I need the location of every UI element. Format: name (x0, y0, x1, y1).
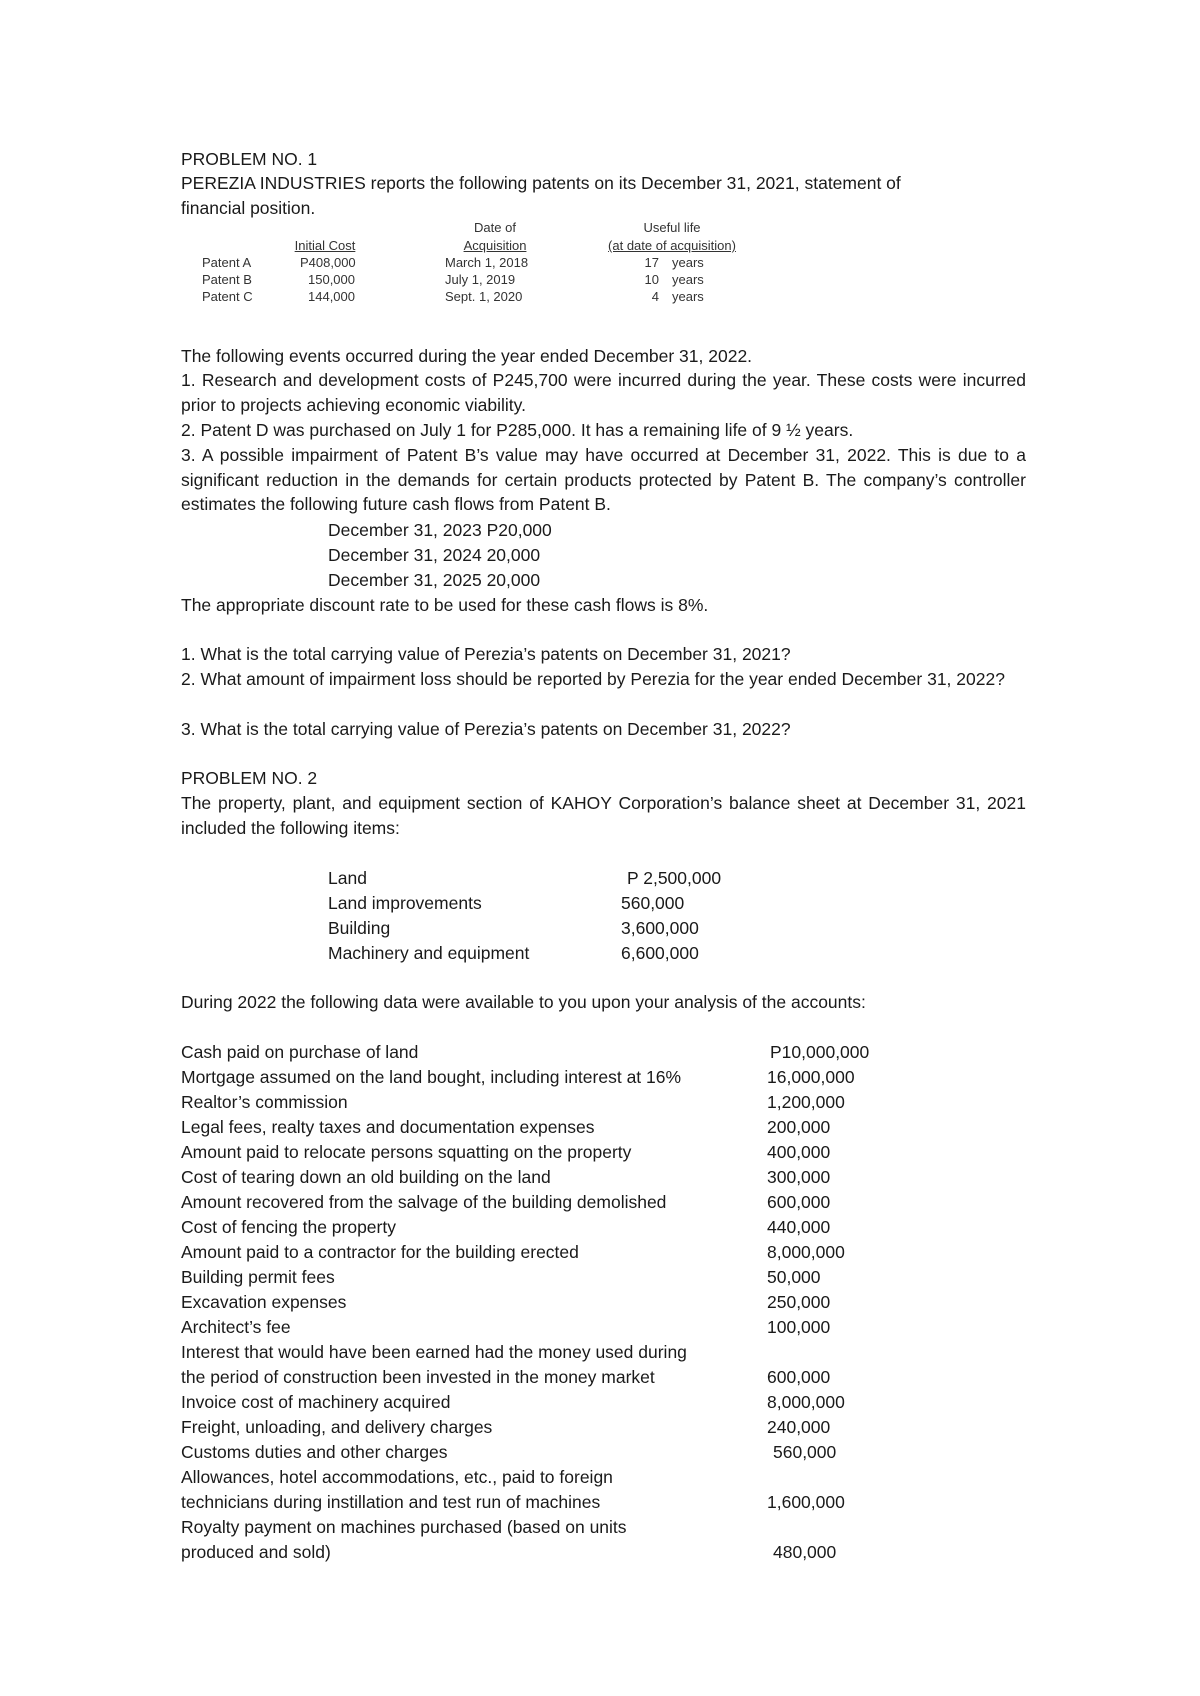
item-label: Architect’s fee (181, 1317, 291, 1337)
item-label-cont: technicians during instillation and test run of machines (181, 1492, 601, 1512)
problem-2-heading: PROBLEM NO. 2 (181, 768, 318, 788)
item-label: Amount recovered from the salvage of the building demolished (181, 1192, 667, 1212)
balance-amount: 560,000 (621, 893, 685, 913)
item-amount: 480,000 (773, 1542, 837, 1562)
problem-1-heading: PROBLEM NO. 1 (181, 149, 318, 169)
item-amount: 8,000,000 (767, 1242, 845, 1262)
item-amount: 560,000 (773, 1442, 837, 1462)
date-header-line1: Date of (474, 220, 516, 235)
item-label: Legal fees, realty taxes and documentation expenses (181, 1117, 595, 1137)
item-amount: 440,000 (767, 1217, 831, 1237)
patent-date: Sept. 1, 2020 (445, 289, 523, 304)
patent-life-unit: years (672, 272, 704, 287)
life-header-line2: (at date of acquisition) (608, 238, 736, 253)
cashflow-line: December 31, 2025 20,000 (328, 570, 541, 590)
patent-name: Patent B (202, 272, 252, 287)
problem-2-intro: The property, plant, and equipment section of KAHOY Corporation’s balance sheet at December 31, 2021 included the following items: (181, 793, 1026, 838)
item-label: Realtor’s commission (181, 1092, 348, 1112)
events-intro: The following events occurred during the year ended December 31, 2022. (181, 346, 753, 366)
item-amount: 250,000 (767, 1292, 831, 1312)
patent-date: March 1, 2018 (445, 255, 529, 270)
patent-cost: 144,000 (308, 289, 355, 304)
item-label: Royalty payment on machines purchased (based on units (181, 1517, 627, 1537)
item-amount: 600,000 (767, 1192, 831, 1212)
balance-label: Land improvements (328, 893, 482, 913)
balance-amount: P 2,500,000 (627, 868, 722, 888)
discount-rate-note: The appropriate discount rate to be used for these cash flows is 8%. (181, 595, 709, 615)
item-label: Customs duties and other charges (181, 1442, 448, 1462)
patent-name: Patent A (202, 255, 252, 270)
patent-life: 10 (644, 272, 659, 287)
balance-label: Building (328, 918, 391, 938)
item-label: Cost of tearing down an old building on the land (181, 1167, 551, 1187)
item-label: Freight, unloading, and delivery charges (181, 1417, 493, 1437)
patent-cost: 150,000 (308, 272, 355, 287)
event-1: 1. Research and development costs of P245,700 were incurred during the year. These costs were incurred prior to projects achieving economic viability. (181, 370, 1026, 415)
item-label: Amount paid to relocate persons squatting on the property (181, 1142, 632, 1162)
item-label: Mortgage assumed on the land bought, including interest at 16% (181, 1067, 682, 1087)
event-3: 3. A possible impairment of Patent B’s value may have occurred at December 31, 2022. This is due to a significant reduction in the demands for certain products protected by Patent B. The company’s controller estimates the following future cash flows from Patent B. (181, 445, 1026, 514)
item-label: Cost of fencing the property (181, 1217, 396, 1237)
item-label: Allowances, hotel accommodations, etc., paid to foreign (181, 1467, 613, 1487)
question-2: 2. What amount of impairment loss should be reported by Perezia for the year ended December 31, 2022? (181, 669, 1005, 689)
item-label-cont: the period of construction been invested in the money market (181, 1367, 655, 1387)
item-amount: 200,000 (767, 1117, 831, 1137)
patent-name: Patent C (202, 289, 253, 304)
life-header-line1: Useful life (643, 220, 701, 235)
patent-life: 4 (651, 289, 659, 304)
patent-life-unit: years (672, 289, 704, 304)
item-label: Building permit fees (181, 1267, 335, 1287)
balance-label: Land (328, 868, 367, 888)
item-amount: 1,200,000 (767, 1092, 845, 1112)
patent-cost: P408,000 (300, 255, 356, 270)
item-amount: P10,000,000 (770, 1042, 870, 1062)
analysis-intro: During 2022 the following data were available to you upon your analysis of the accounts: (181, 992, 866, 1012)
patent-life-unit: years (672, 255, 704, 270)
item-amount: 50,000 (767, 1267, 821, 1287)
item-label: Invoice cost of machinery acquired (181, 1392, 451, 1412)
question-1: 1. What is the total carrying value of Perezia’s patents on December 31, 2021? (181, 644, 791, 664)
cashflow-line: December 31, 2023 P20,000 (328, 520, 552, 540)
question-3: 3. What is the total carrying value of Perezia’s patents on December 31, 2022? (181, 719, 791, 739)
date-header-line2: Acquisition (463, 238, 527, 253)
item-amount: 1,600,000 (767, 1492, 845, 1512)
item-label: Excavation expenses (181, 1292, 347, 1312)
item-amount: 400,000 (767, 1142, 831, 1162)
item-amount: 16,000,000 (767, 1067, 855, 1087)
item-label: Amount paid to a contractor for the building erected (181, 1242, 579, 1262)
item-label-cont: produced and sold) (181, 1542, 331, 1562)
balance-amount: 3,600,000 (621, 918, 699, 938)
balance-amount: 6,600,000 (621, 943, 699, 963)
item-amount: 240,000 (767, 1417, 831, 1437)
problem-1-intro: PEREZIA INDUSTRIES reports the following patents on its December 31, 2021, statement of financial position. (181, 173, 901, 218)
event-2: 2. Patent D was purchased on July 1 for P285,000. It has a remaining life of 9 ½ years. (181, 420, 854, 440)
item-amount: 8,000,000 (767, 1392, 845, 1412)
item-amount: 300,000 (767, 1167, 831, 1187)
balance-label: Machinery and equipment (328, 943, 530, 963)
item-amount: 100,000 (767, 1317, 831, 1337)
cashflow-line: December 31, 2024 20,000 (328, 545, 541, 565)
item-amount: 600,000 (767, 1367, 831, 1387)
patent-date: July 1, 2019 (445, 272, 516, 287)
initial-cost-header: Initial Cost (294, 238, 356, 253)
item-label: Cash paid on purchase of land (181, 1042, 419, 1062)
item-label: Interest that would have been earned had the money used during (181, 1342, 687, 1362)
patent-life: 17 (644, 255, 659, 270)
